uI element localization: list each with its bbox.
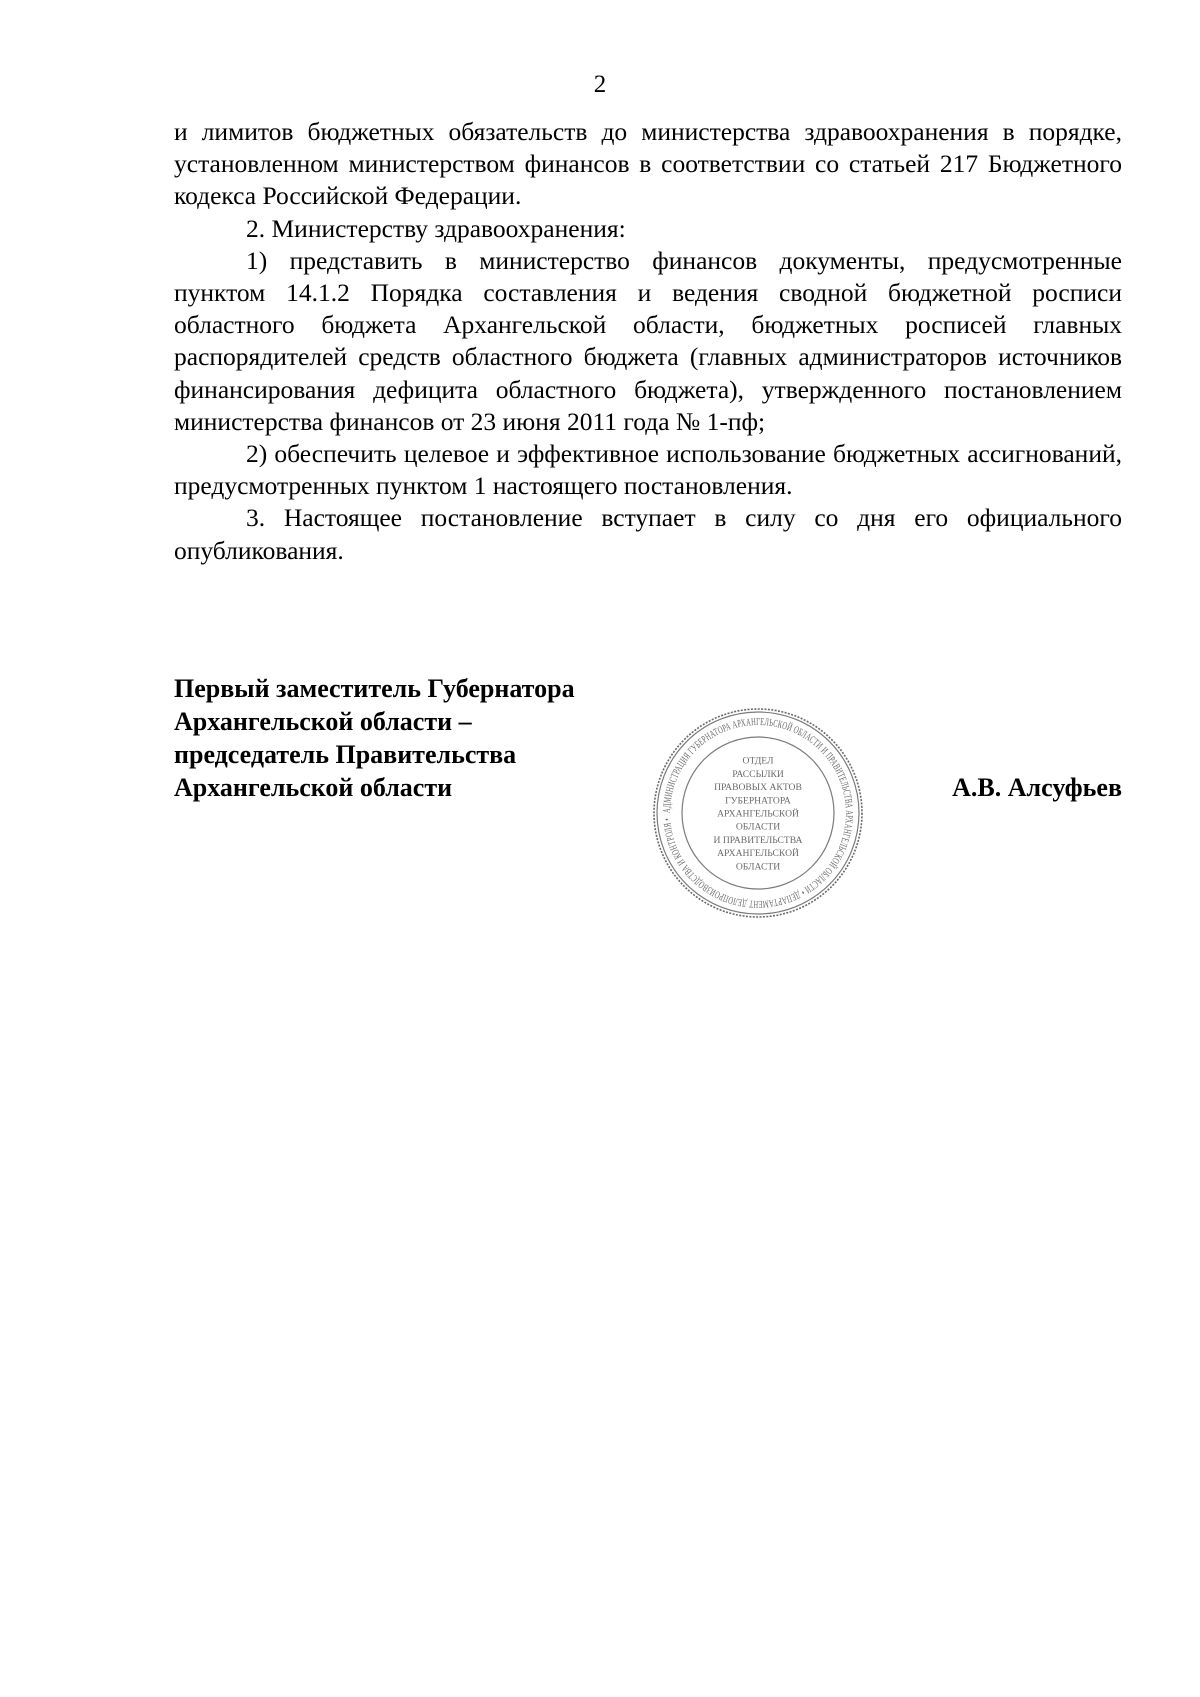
paragraph-item-2-1: 1) представить в министерство финансов документы, предусмотренные пунктом 14.1.2 Порядка составления и ведения сводной бюджетной росписи областного бюджета Архангельской области, бюджетных росписей главных распорядителей средств областного бюджета (главных администраторов источников финансирования дефицита областного бюджета), утвержденного постановлением министерства финансов от 23 июня 2011 года № 1-пф;: [174, 245, 1122, 436]
seal-center-line: ОБЛАСТИ: [735, 821, 781, 833]
document-body: [174, 116, 1122, 567]
signature-title: [174, 672, 644, 804]
seal-center-line: АРХАНГЕЛЬСКОЙ: [717, 848, 799, 860]
seal-center-line: ГУБЕРНАТОРА: [725, 795, 791, 807]
page-number: 2: [593, 71, 607, 98]
signature-title-line: Первый заместитель Губернатора: [174, 674, 575, 703]
seal-center-text: [714, 756, 803, 873]
paragraph-item-2-2: 2) обеспечить целевое и эффективное использование бюджетных ассигнований, предусмотренных пунктом 1 настоящего постановления.: [174, 439, 1122, 501]
signer-name: А.В. Алсуфьев: [952, 773, 1122, 802]
seal-center-line: ПРАВОВЫХ АКТОВ: [714, 782, 802, 794]
seal-center-line: ОБЛАСТИ: [735, 861, 781, 873]
official-seal-stamp: [648, 703, 868, 923]
seal-center-line: АРХАНГЕЛЬСКОЙ: [717, 808, 799, 820]
paragraph-item-2: 2. Министерству здравоохранения:: [246, 213, 626, 243]
paragraph-limits: и лимитов бюджетных обязательств до министерства здравоохранения в порядке, установленном министерством финансов в соответствии со статьей 217 Бюджетного кодекса Российской Федерации.: [174, 117, 1122, 211]
seal-center-line: ОТДЕЛ: [742, 755, 774, 767]
seal-center-line: РАССЫЛКИ: [732, 768, 784, 780]
seal-ring-text: АДМИНИСТРАЦИЯ ГУБЕРНАТОРА АРХАНГЕЛЬСКОЙ ОБЛАСТИ И ПРАВИТЕЛЬСТВА АРХАНГЕЛЬСКОЙ ОБЛАСТИ • ДЕПАРТАМЕНТ ДЕЛОПРОИЗВОДСТВА И КОНТРОЛЯ •: [661, 716, 855, 910]
seal-center-line: И ПРАВИТЕЛЬСТВА: [713, 834, 803, 846]
signature-title-line: председатель Правительства: [174, 740, 517, 769]
signature-title-line: Архангельской области: [174, 773, 453, 802]
signature-title-line: Архангельской области –: [174, 707, 472, 736]
seal-graphic: [648, 703, 868, 923]
paragraph-item-3: 3. Настоящее постановление вступает в силу со дня его официального опубликования.: [174, 503, 1122, 565]
